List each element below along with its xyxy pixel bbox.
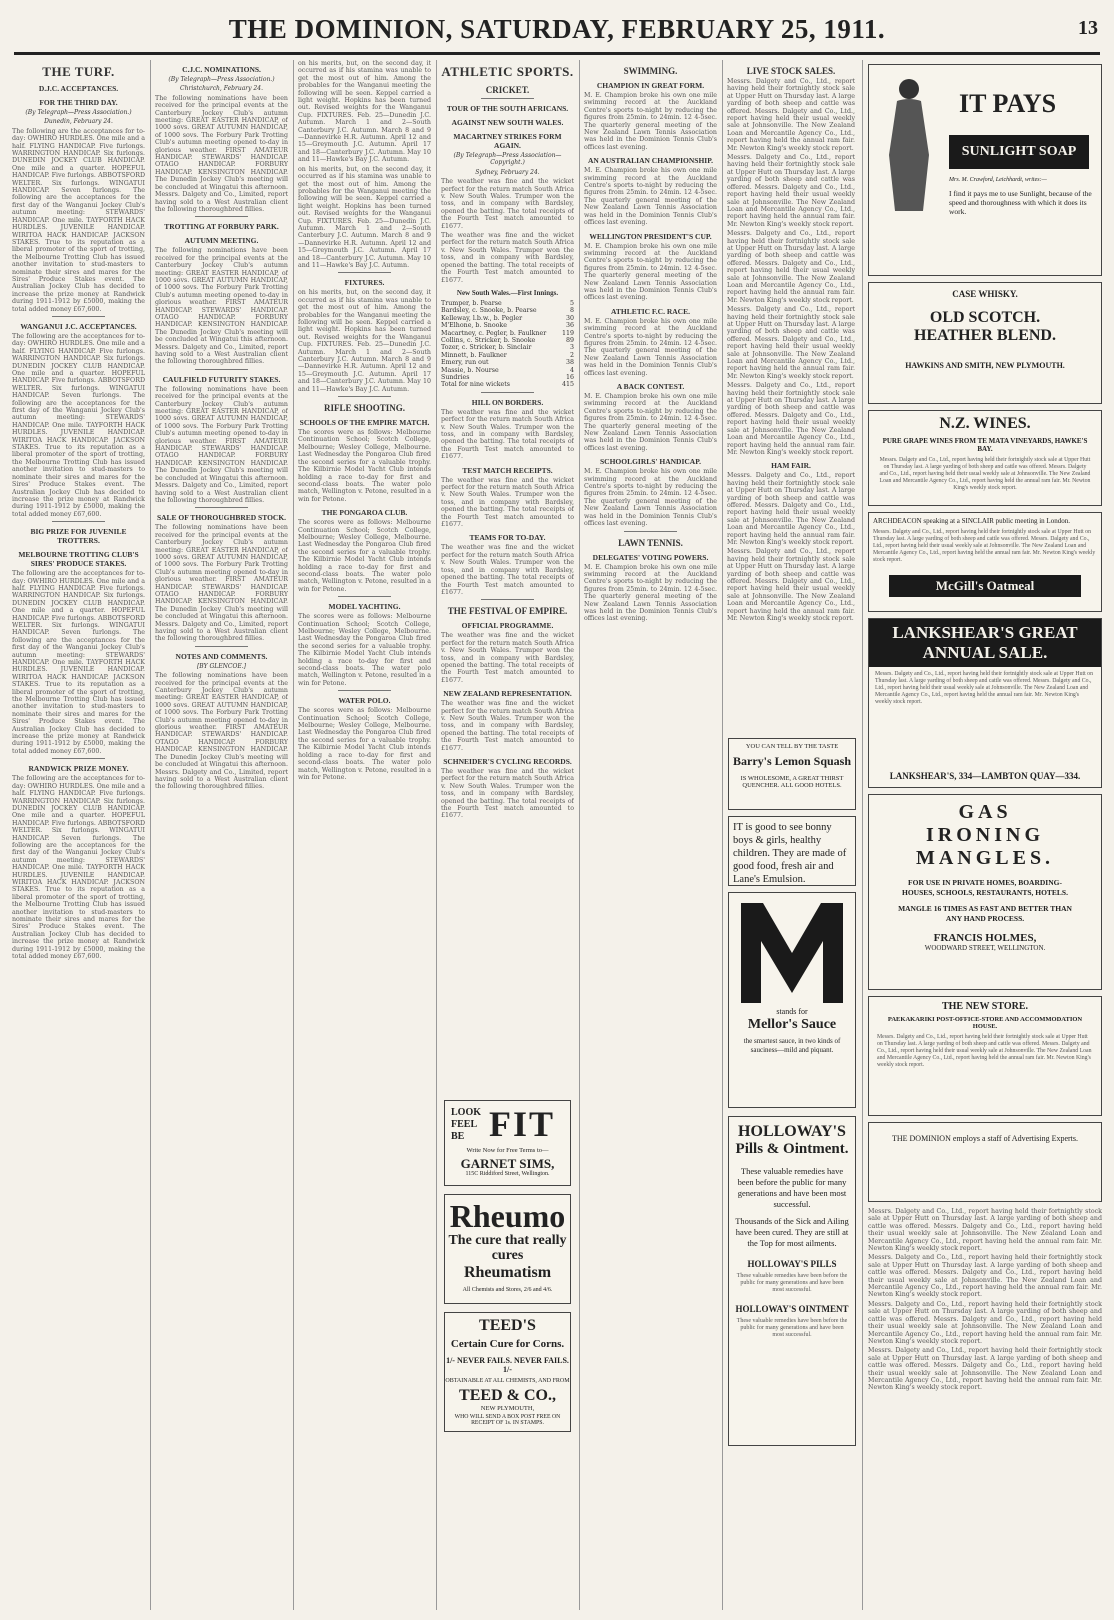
column-rule	[862, 60, 863, 1610]
batsman-cell: Macartney, c. Pegler, b. Faulkner	[441, 329, 547, 337]
article-heading: FIXTURES.	[344, 278, 385, 288]
lankshear-body: Messrs. Dalgety and Co., Ltd., report having held their fortnightly stock sale at Upper Hutt on Thursday last. A large yarding of both sheep and cattle was offered. Messrs. Dalgety and Co., Ltd., report having held their usual weekly sale at Johnsonville. The New Zealand Loan and Mercantile Agency Co., Ltd., report having held the annual ram fair. Mr. Newton King's weekly stock report.	[875, 671, 1093, 705]
article-heading: BIG PRIZE FOR JUVENILE TROTTERS.	[30, 527, 127, 546]
column-rule	[722, 60, 723, 1610]
new-store-ad	[868, 996, 1102, 1116]
article-body: Messrs. Dalgety and Co., Ltd., report having held their fortnightly stock sale at Upper Hutt on Thursday last. A large yarding of both sheep and cattle was offered. Messrs. Dalgety and Co., Ltd., report having held their usual weekly sale at Johnsonville. The New Zealand Loan and Mercantile Agency Co., Ltd., report having held the annual ram fair. Mr. Newton King's weekly stock report.	[727, 154, 855, 228]
sunlight-quote: I find it pays me to use Sunlight, because of the speed and thoroughness with which it does its work.	[949, 189, 1092, 216]
article-heading: SCHNEIDER'S CYCLING RECORDS.	[443, 757, 572, 766]
wines-ad	[868, 410, 1102, 506]
column-rule	[293, 60, 294, 1610]
article-body: M. E. Champion broke his own one mile swimming record at the Auckland Centre's sports to-night by reducing the figures from 25min. to 24min. 12 4-5sec. The quarterly general meeting of the New Zealand Lawn Tennis Association was held in the Dominion Tennis Club's offices last evening.	[584, 242, 717, 302]
divider	[338, 396, 391, 397]
page-number: 13	[1078, 17, 1098, 39]
article-heading: HILL ON BORDERS.	[471, 397, 544, 407]
article-heading: A BACK CONTEST.	[616, 382, 685, 391]
article-body: Messrs. Dalgety and Co., Ltd., report having held their fortnightly stock sale at Upper Hutt on Thursday last. A large yarding of both sheep and cattle was offered. Messrs. Dalgety and Co., Ltd., report having held their usual weekly sale at Johnsonville. The New Zealand Loan and Mercantile Agency Co., Ltd., report having held the annual ram fair. Mr. Newton King's weekly stock report.	[868, 1254, 1102, 1299]
fit-ad	[444, 1100, 571, 1186]
gas-sub: MANGLE 16 TIMES AS FAST AND BETTER THAN ANY HAND PROCESS.	[898, 904, 1072, 923]
fit-be: BE	[451, 1131, 465, 1142]
divider	[624, 531, 677, 532]
lanes-ad	[728, 816, 856, 886]
holloway-ointment: HOLLOWAY'S OINTMENT	[735, 1304, 849, 1314]
pays-headline: IT PAYS	[959, 89, 1057, 118]
byline: (By Telegraph—Press Association.)	[25, 109, 132, 116]
wines-sub: PURE GRAPE WINES FROM TE MATA VINEYARDS, HAWKE'S BAY.	[882, 437, 1088, 453]
rheumo-sub: The cure that really cures	[448, 1233, 567, 1263]
article-body: The weather was fine and the wicket perfect for the return match South Africa v. New South Wales. Trumper won the toss, and in company with Bardsley, opened the batting. The total receipts of the Fourth Test match amounted to £1677.	[441, 768, 574, 820]
article-body: The scores were as follows: Melbourne Continuation School; Scotch College, Melbourne; Wesley College, Melbourne. Last Wednesday the Pongaroa Club fired the second series for a valuable trophy. The Kilbirnie Model Yacht Club intends holding a race to-day for first and second-class boats. The water polo match, Wellington v. Petone, resulted in a win for Petone.	[298, 707, 431, 781]
article-body: The weather was fine and the wicket perfect for the return match South Africa v. New South Wales. Trumper won the toss, and in company with Bardsley, opened the batting. The total receipts of the Fourth Test match amounted to £1677.	[441, 408, 574, 461]
article-subheading: TOUR OF THE SOUTH AFRICANS.	[446, 104, 569, 113]
runs-cell: 36	[565, 322, 574, 330]
holloway-thousands: Thousands of the Sick and Ailing have been cured. They are still at the Top for most ailments.	[735, 1216, 849, 1248]
batsman-cell: Massie, b. Nourse	[441, 366, 499, 374]
article-heading: TEAMS FOR TO-DAY.	[469, 533, 546, 543]
scorecard-row	[441, 352, 574, 359]
masthead-rule	[14, 52, 1100, 55]
article-body: The weather was fine and the wicket perfect for the return match South Africa v. New South Wales. Trumper won the toss, and in company with Bardsley, opened the batting. The total receipts of the Fourth Test match amounted to £1677.	[441, 632, 574, 684]
article-heading: ATHLETIC F.C. RACE.	[611, 306, 690, 316]
batsman-cell: Sundries	[441, 373, 470, 381]
teed-address: NEW PLYMOUTH,	[480, 1405, 535, 1412]
article-body: M. E. Champion broke his own one mile swimming record at the Auckland Centre's sports to-night by reducing the figures from 25min. to 24min. 12 4-5sec. The quarterly general meeting of the New Zealand Lawn Tennis Association was held in the Dominion Tennis Club's offices last evening.	[584, 563, 717, 623]
divider	[481, 392, 534, 393]
masthead	[0, 0, 1114, 58]
section-heading: LIVE STOCK SALES.	[746, 66, 836, 76]
article-body: M. E. Champion broke his own one mile swimming record at the Auckland Centre's sports to-night by reducing the figures from 25min. to 24min. 12 4-5sec. The quarterly general meeting of the New Zealand Lawn Tennis Association was held in the Dominion Tennis Club's offices last evening.	[584, 92, 717, 151]
column-fixtures	[298, 60, 431, 1610]
divider	[195, 646, 248, 647]
holloway-ointment-text: These valuable remedies have been before the public for many generations and have been most successful.	[736, 1318, 848, 1338]
article-body: The scores were as follows: Melbourne Continuation School; Scotch College, Melbourne; Wesley College, Melbourne. Last Wednesday the Pongaroa Club fired the second series for a valuable trophy. The Kilbirnie Model Yacht Club intends holding a race to-day for first and second-class boats. The water polo match, Wellington v. Petone, resulted in a win for Petone.	[298, 613, 431, 687]
rheumo-ad	[444, 1194, 571, 1304]
sunlight-ad	[868, 64, 1102, 276]
runs-cell: 89	[565, 336, 574, 344]
teeds-title: TEED'S	[479, 1317, 536, 1334]
article-body: The following are the acceptances for to-day: OWHIRO HURDLES. One mile and a half. FLYING HANDICAP. Five furlongs. WARRINGTON HANDICAP. Six furlongs. DUNEDIN JOCKEY CLUB HANDICAP. One mile and a quarter. HOPEFUL HANDICAP. Five furlongs. ABBOTSFORD WELTER. Six furlongs. WINGATUI HANDICAP. Seven furlongs. The following are the acceptances for the first day of the Wanganui Jockey Club's autumn meeting: STEWARDS' HANDICAP. One mile. TAYFORTH HACK HURDLES. JUVENILE HANDICAP. WIRITOA HACK HANDICAP. JACKSON STAKES. True to its reputation as a liberal promoter of the sport of trotting, the Melbourne Trotting Club has issued another invitation to stud-masters to nominate their sires and mares for the Sires' Produce Stakes event. The Australian Jockey Club has decided to increase the prize money at Randwick during 1911-1912 by £5000, making the total added money £67,600.	[12, 775, 145, 961]
teeds-sub: Certain Cure for Corns.	[450, 1338, 565, 1350]
runs-cell: 30	[565, 314, 574, 322]
fit-sub: Write Now for Free Terms to—	[466, 1147, 549, 1154]
article-heading: TROTTING AT FORBURY PARK.	[164, 222, 279, 232]
dateline: Dunedin, February 24.	[44, 118, 113, 126]
new-store-sub: PAEKAKARIKI POST-OFFICE-STORE AND ACCOMMODATION HOUSE.	[887, 1016, 1083, 1030]
article-heading: HAM FAIR.	[771, 461, 811, 471]
lanes-text: IT is good to see bonny boys & girls, healthy children. They are made of good food, fresh air and Lane's Emulsion.	[733, 822, 847, 885]
batsman-cell: Kelleway, l.b.w., b. Pegler	[441, 314, 523, 322]
scorecard-row	[441, 315, 574, 322]
teeds-price: 1/- NEVER FAILS. NEVER FAILS. 1/-	[446, 1356, 569, 1374]
byline: (By Telegraph—Press Association.)	[168, 76, 275, 83]
scorecard-body	[441, 300, 574, 381]
runs-cell: 4	[569, 366, 574, 374]
article-heading: WATER POLO.	[338, 696, 391, 706]
m-logo-icon	[729, 893, 855, 1013]
scorecard-row	[441, 330, 574, 337]
column-trotting	[155, 60, 288, 1610]
scorecard-row	[441, 374, 574, 381]
rheumatism: Rheumatism	[463, 1264, 552, 1281]
holloway-text: These valuable remedies have been before the public for many generations and have been most successful.	[737, 1166, 847, 1209]
scorecard-row	[441, 367, 574, 374]
batsman-cell: Bardsley, c. Snooke, b. Pearse	[441, 307, 537, 315]
oatmeal-ad	[868, 512, 1102, 612]
article-heading: RIFLE SHOOTING.	[323, 403, 406, 414]
case-whisky: CASE WHISKY.	[952, 289, 1018, 299]
gas-for: FOR USE IN PRIVATE HOMES, BOARDING-HOUSES, SCHOOLS, RESTAURANTS, HOTELS.	[902, 878, 1068, 897]
divider	[338, 272, 391, 273]
divider	[195, 216, 248, 217]
newspaper-title: THE DOMINION, SATURDAY, FEBRUARY 25, 1911.	[228, 14, 886, 44]
new-store-body: Messrs. Dalgety and Co., Ltd., report having held their fortnightly stock sale at Upper Hutt on Thursday last. A large yarding of both sheep and cattle was offered. Messrs. Dalgety and Co., Ltd., report having held their usual weekly sale at Johnsonville. The New Zealand Loan and Mercantile Agency Co., Ltd., report having held the annual ram fair. Mr. Newton King's weekly stock report.	[877, 1034, 1092, 1068]
divider	[481, 599, 534, 600]
divider	[52, 521, 105, 522]
barry-ad	[728, 738, 856, 810]
article-body: The scores were as follows: Melbourne Continuation School; Scotch College, Melbourne; Wesley College, Melbourne. Last Wednesday the Pongaroa Club fired the second series for a valuable trophy. The Kilbirnie Model Yacht Club intends holding a race to-day for first and second-class boats. The water polo match, Wellington v. Petone, resulted in a win for Petone.	[298, 429, 431, 503]
article-body: The weather was fine and the wicket perfect for the return match South Africa v. New South Wales. Trumper won the toss, and in company with Bardsley, opened the batting. The total receipts of the Fourth Test match amounted to £1677.	[441, 232, 574, 284]
barry-sub: IS WHOLESOME, A GREAT THIRST QUENCHER. ALL GOOD HOTELS.	[740, 775, 844, 789]
article-heading: SALE OF THOROUGHBRED STOCK.	[156, 513, 287, 523]
wines-body: Messrs. Dalgety and Co., Ltd., report having held their fortnightly stock sale at Upper Hutt on Thursday last. A large yarding of both sheep and cattle was offered. Messrs. Dalgety and Co., Ltd., report having held their usual weekly sale at Johnsonville. The New Zealand Loan and Mercantile Agency Co., Ltd., report having held the annual ram fair. Mr. Newton King's weekly stock report.	[879, 457, 1091, 491]
scorecard-total	[441, 381, 574, 388]
dateline: Christchurch, February 24.	[180, 85, 263, 93]
article-heading: D.J.C. ACCEPTANCES.	[38, 84, 119, 93]
batsman-cell: Emery, run out	[441, 359, 489, 367]
francis-holmes: FRANCIS HOLMES,	[933, 932, 1037, 944]
article-body: M. E. Champion broke his own one mile swimming record at the Auckland Centre's sports to-night by reducing the figures from 25min. to 24min. 12 4-5sec. The quarterly general meeting of the New Zealand Lawn Tennis Association was held in the Dominion Tennis Club's offices last evening.	[584, 167, 717, 227]
article-heading: NOTES AND COMMENTS.	[175, 651, 268, 661]
column-swimming	[584, 60, 717, 1610]
runs-cell: 38	[565, 359, 574, 367]
article-heading: SCHOOLGIRLS' HANDICAP.	[600, 457, 701, 467]
article-body: M. E. Champion broke his own one mile swimming record at the Auckland Centre's sports to-night by reducing the figures from 25min. to 24min. 12 4-5sec. The quarterly general meeting of the New Zealand Lawn Tennis Association was held in the Dominion Tennis Club's offices last evening.	[584, 393, 717, 452]
holloway-title: HOLLOWAY'S	[738, 1123, 846, 1140]
article-body: Messrs. Dalgety and Co., Ltd., report having held their fortnightly stock sale at Upper Hutt on Thursday last. A large yarding of both sheep and cattle was offered. Messrs. Dalgety and Co., Ltd., report having held their usual weekly sale at Johnsonville. The New Zealand Loan and Mercantile Agency Co., Ltd., report having held the annual ram fair. Mr. Newton King's weekly stock report.	[727, 78, 855, 152]
article-body: The following are the acceptances for to-day: OWHIRO HURDLES. One mile and a half. FLYING HANDICAP. Five furlongs. WARRINGTON HANDICAP. Six furlongs. DUNEDIN JOCKEY CLUB HANDICAP. One mile and a quarter. HOPEFUL HANDICAP. Five furlongs. ABBOTSFORD WELTER. Six furlongs. WINGATUI HANDICAP. Seven furlongs. The following are the acceptances for the first day of the Wanganui Jockey Club's autumn meeting: STEWARDS' HANDICAP. One mile. TAYFORTH HACK HURDLES. JUVENILE HANDICAP. WIRITOA HACK HANDICAP. JACKSON STAKES. True to its reputation as a liberal promoter of the sport of trotting, the Melbourne Trotting Club has issued another invitation to stud-masters to nominate their sires and mares for the Sires' Produce Stakes event. The Australian Jockey Club has decided to increase the prize money at Randwick during 1911-1912 by £5000, making the total added money £67,600.	[12, 570, 145, 755]
garnet-address: 115C Riddiford Street, Wellington.	[465, 1171, 550, 1177]
article-body: M. E. Champion broke his own one mile swimming record at the Auckland Centre's sports to-night by reducing the figures from 25min. to 24min. 12 4-5sec. The quarterly general meeting of the New Zealand Lawn Tennis Association was held in the Dominion Tennis Club's offices last evening.	[584, 317, 717, 377]
article-heading: TEST MATCH RECEIPTS.	[462, 465, 553, 475]
article-subheading: AGAINST NEW SOUTH WALES.	[451, 118, 564, 127]
divider	[52, 316, 105, 317]
runs-cell: 119	[561, 329, 574, 337]
woman-figure-icon	[879, 75, 939, 215]
rheumo-title: Rheumo	[449, 1198, 566, 1234]
scorecard-row	[441, 344, 574, 351]
divider	[195, 507, 248, 508]
fit-look: LOOK	[451, 1107, 482, 1118]
article-subheading: THE PONGAROA CLUB.	[321, 508, 408, 518]
dominion-note	[868, 1122, 1102, 1202]
article-heading: NEW ZEALAND REPRESENTATION.	[443, 689, 572, 699]
divider	[481, 98, 534, 99]
article-body: The weather was fine and the wicket perfect for the return match South Africa v. New South Wales. Trumper won the toss, and in company with Bardsley, opened the batting. The total receipts of the Fourth Test match amounted to £1677.	[441, 476, 574, 529]
column-turf	[12, 60, 145, 1610]
article-subheading: DELEGATES' VOTING POWERS.	[592, 552, 709, 562]
article-body: Messrs. Dalgety and Co., Ltd., report having held their fortnightly stock sale at Upper Hutt on Thursday last. A large yarding of both sheep and cattle was offered. Messrs. Dalgety and Co., Ltd., report having held their usual weekly sale at Johnsonville. The New Zealand Loan and Mercantile Agency Co., Ltd., report having held the annual ram fair. Mr. Newton King's weekly stock report.	[727, 548, 855, 623]
article-heading: MODEL YACHTING.	[328, 602, 401, 612]
ironing-title: IRONING	[925, 824, 1044, 846]
scorecard-total-value: 415	[561, 381, 574, 389]
batsman-cell: Tozer, c. Stricker, b. Sinclair	[441, 344, 532, 352]
runs-cell: 8	[569, 307, 574, 315]
fit-headline: FIT	[489, 1104, 556, 1144]
fit-feel: FEEL	[451, 1119, 478, 1130]
article-heading: CRICKET.	[485, 85, 530, 95]
sunlight-box: SUNLIGHT SOAP	[949, 135, 1089, 169]
section-heading: ATHLETIC SPORTS.	[441, 64, 574, 79]
whisky-ad	[868, 282, 1102, 404]
barry-top: YOU CAN TELL BY THE TASTE	[745, 743, 839, 750]
article-heading: WANGANUI J.C. ACCEPTANCES.	[20, 321, 137, 331]
article-body: Messrs. Dalgety and Co., Ltd., report having held their fortnightly stock sale at Upper Hutt on Thursday last. A large yarding of both sheep and cattle was offered. Messrs. Dalgety and Co., Ltd., report having held their usual weekly sale at Johnsonville. The New Zealand Loan and Mercantile Agency Co., Ltd., report having held the annual ram fair. Mr. Newton King's weekly stock report.	[727, 382, 855, 456]
article-heading: CAULFIELD FUTURITY STAKES.	[162, 374, 281, 384]
article-subheading: OFFICIAL PROGRAMME.	[461, 621, 554, 631]
article-body: on his merits, but, on the second day, it occurred as if his stamina was unable to get the most out of him. Among the probables for the Wanganui meeting the following will be seen. Keppel carried a light weight. Hopkins has been turned out. Revised weights for the Wanganui Cup. FIXTURES. Feb. 25—Dunedin J.C. Autumn. March 1 and 2—South Canterbury J.C. Autumn. March 8 and 9—Dannevirke H.R. Autumn. April 12 and 15—Greymouth J.C. Autumn. April 17 and 18—Canterbury J.C. Autumn. May 10 and 11—Hawke's Bay J.C. Autumn.	[298, 165, 431, 269]
article-body: Messrs. Dalgety and Co., Ltd., report having held their fortnightly stock sale at Upper Hutt on Thursday last. A large yarding of both sheep and cattle was offered. Messrs. Dalgety and Co., Ltd., report having held their usual weekly sale at Johnsonville. The New Zealand Loan and Mercantile Agency Co., Ltd., report having held the annual ram fair. Mr. Newton King's weekly stock report.	[868, 1347, 1102, 1392]
heather-blend: HEATHER BLEND.	[914, 327, 1056, 344]
garnet-name: GARNET SIMS,	[460, 1156, 555, 1171]
batsman-cell: Trumper, b. Pearse	[441, 299, 502, 307]
article-body: The following nominations have been received for the principal events at the Canterbury Jockey Club's autumn meeting: GREAT EASTER HANDICAP, of 1000 sovs. GREAT AUTUMN HANDICAP, of 1000 sovs. The Forbury Park Trotting Club's autumn meeting opened to-day in glorious weather. FIRST AMATEUR HANDICAP. STEWARDS' HANDICAP. OTAGO HANDICAP. FORBURY HANDICAP. KENSINGTON HANDICAP. The Dunedin Jockey Club's meeting will be concluded at Wingatui this afternoon. Messrs. Dalgety and Co., Limited, report having sold to a West Australian client the following thoroughbred fillies.	[155, 385, 288, 504]
byline: [BY GLENCOE.]	[196, 662, 247, 670]
barry-title: Barry's Lemon Squash	[732, 754, 852, 768]
teeds-ad	[444, 1312, 571, 1432]
holloway-sub: Pills & Ointment.	[735, 1141, 849, 1157]
rheumo-price: All Chemists and Stores, 2/6 and 4/6.	[462, 1287, 553, 1293]
article-body: on his merits, but, on the second day, it occurred as if his stamina was unable to get the most out of him. Among the probables for the Wanganui meeting the following will be seen. Keppel carried a light weight. Hopkins has been turned out. Revised weights for the Wanganui Cup. FIXTURES. Feb. 25—Dunedin J.C. Autumn. March 1 and 2—South Canterbury J.C. Autumn. March 8 and 9—Dannevirke H.R. Autumn. April 12 and 15—Greymouth J.C. Autumn. April 17 and 18—Canterbury J.C. Autumn. May 10 and 11—Hawke's Bay J.C. Autumn.	[298, 60, 431, 164]
article-body: The following nominations have been received for the principal events at the Canterbury Jockey Club's autumn meeting: GREAT EASTER HANDICAP, of 1000 sovs. GREAT AUTUMN HANDICAP, of 1000 sovs. The Forbury Park Trotting Club's autumn meeting opened to-day in glorious weather. FIRST AMATEUR HANDICAP. STEWARDS' HANDICAP. OTAGO HANDICAP. FORBURY HANDICAP. KENSINGTON HANDICAP. The Dunedin Jockey Club's meeting will be concluded at Wingatui this afternoon. Messrs. Dalgety and Co., Limited, report having sold to a West Australian client the following thoroughbred fillies.	[155, 94, 288, 213]
francis-address: WOODWARD STREET, WELLINGTON.	[924, 944, 1046, 952]
section-heading: THE TURF.	[42, 64, 115, 79]
nz-wines: N.Z. WINES.	[939, 415, 1031, 432]
scorecard-row	[441, 337, 574, 344]
new-store-title: THE NEW STORE.	[941, 1001, 1029, 1012]
lankshear-address: LANKSHEAR'S, 334—LAMBTON QUAY—334.	[889, 771, 1081, 781]
article-subheading: FOR THE THIRD DAY.	[39, 98, 118, 107]
article-subheading: AUTUMN MEETING.	[184, 236, 259, 246]
dominion-note-text: THE DOMINION employs a staff of Advertising Experts.	[891, 1134, 1079, 1143]
scorecard-row	[441, 307, 574, 314]
divider	[52, 758, 105, 759]
runs-cell: 2	[569, 351, 574, 359]
article-subheading: MACARTNEY STRIKES FORM AGAIN.	[453, 132, 562, 150]
batsman-cell: Minnett, b. Faulkner	[441, 351, 507, 359]
batsman-cell: M'Elhone, b. Snooke	[441, 322, 507, 330]
article-body: The weather was fine and the wicket perfect for the return match South Africa v. New South Wales. Trumper won the toss, and in company with Bardsley, opened the batting. The total receipts of the Fourth Test match amounted to £1677.	[441, 544, 574, 596]
article-body: The following nominations have been received for the principal events at the Canterbury Jockey Club's autumn meeting: GREAT EASTER HANDICAP, of 1000 sovs. GREAT AUTUMN HANDICAP, of 1000 sovs. The Forbury Park Trotting Club's autumn meeting opened to-day in glorious weather. FIRST AMATEUR HANDICAP. STEWARDS' HANDICAP. OTAGO HANDICAP. FORBURY HANDICAP. KENSINGTON HANDICAP. The Dunedin Jockey Club's meeting will be concluded at Wingatui this afternoon. Messrs. Dalgety and Co., Limited, report having sold to a West Australian client the following thoroughbred fillies.	[155, 247, 288, 366]
article-body: The following nominations have been received for the principal events at the Canterbury Jockey Club's autumn meeting: GREAT EASTER HANDICAP, of 1000 sovs. GREAT AUTUMN HANDICAP, of 1000 sovs. The Forbury Park Trotting Club's autumn meeting opened to-day in glorious weather. FIRST AMATEUR HANDICAP. STEWARDS' HANDICAP. OTAGO HANDICAP. FORBURY HANDICAP. KENSINGTON HANDICAP. The Dunedin Jockey Club's meeting will be concluded at Wingatui this afternoon. Messrs. Dalgety and Co., Limited, report having sold to a West Australian client the following thoroughbred fillies.	[155, 524, 288, 643]
gas-title: GAS	[958, 801, 1012, 823]
runs-cell: 16	[565, 373, 574, 381]
scorecard-total-label: Total for nine wickets	[441, 381, 511, 389]
article-heading: AN AUSTRALIAN CHAMPIONSHIP.	[588, 156, 713, 166]
column-rule	[150, 60, 151, 1610]
scorecard-title: New South Wales.—First Innings.	[456, 288, 559, 297]
runs-cell: 3	[569, 344, 574, 352]
divider	[338, 690, 391, 691]
article-heading: LAWN TENNIS.	[618, 537, 683, 548]
oatmeal-body: Messrs. Dalgety and Co., Ltd., report having held their fortnightly stock sale at Upper Hutt on Thursday last. A large yarding of both sheep and cattle was offered. Messrs. Dalgety and Co., Ltd., report having held their usual weekly sale at Johnsonville. The New Zealand Loan and Mercantile Agency Co., Ltd., report having held the annual ram fair. Mr. Newton King's weekly stock report.	[873, 529, 1096, 563]
lankshear-ad	[868, 618, 1102, 788]
section-heading: SWIMMING.	[623, 66, 678, 76]
article-subheading: SCHOOLS OF THE EMPIRE MATCH.	[299, 418, 430, 428]
article-body: Messrs. Dalgety and Co., Ltd., report having held their fortnightly stock sale at Upper Hutt on Thursday last. A large yarding of both sheep and cattle was offered. Messrs. Dalgety and Co., Ltd., report having held their usual weekly sale at Johnsonville. The New Zealand Loan and Mercantile Agency Co., Ltd., report having held the annual ram fair. Mr. Newton King's weekly stock report.	[727, 230, 855, 304]
scorecard-row	[441, 359, 574, 366]
scorecard-table	[441, 300, 574, 389]
article-body: The following are the acceptances for to-day: OWHIRO HURDLES. One mile and a half. FLYING HANDICAP. Five furlongs. WARRINGTON HANDICAP. Six furlongs. DUNEDIN JOCKEY CLUB HANDICAP. One mile and a quarter. HOPEFUL HANDICAP. Five furlongs. ABBOTSFORD WELTER. Six furlongs. WINGATUI HANDICAP. Seven furlongs. The following are the acceptances for the first day of the Wanganui Jockey Club's autumn meeting: STEWARDS' HANDICAP. One mile. TAYFORTH HACK HURDLES. JUVENILE HANDICAP. WIRITOA HACK HANDICAP. JACKSON STAKES. True to its reputation as a liberal promoter of the sport of trotting, the Melbourne Trotting Club has issued another invitation to stud-masters to nominate their sires and mares for the Sires' Produce Stakes event. The Australian Jockey Club has decided to increase the prize money at Randwick during 1911-1912 by £5000, making the total added money £67,600.	[12, 127, 145, 313]
scorecard-row	[441, 300, 574, 307]
runs-cell: 5	[569, 299, 574, 307]
article-body: Messrs. Dalgety and Co., Ltd., report having held their fortnightly stock sale at Upper Hutt on Thursday last. A large yarding of both sheep and cattle was offered. Messrs. Dalgety and Co., Ltd., report having held their usual weekly sale at Johnsonville. The New Zealand Loan and Mercantile Agency Co., Ltd., report having held the annual ram fair. Mr. Newton King's weekly stock report.	[727, 306, 855, 380]
article-body: The following are the acceptances for to-day: OWHIRO HURDLES. One mile and a half. FLYING HANDICAP. Five furlongs. WARRINGTON HANDICAP. Six furlongs. DUNEDIN JOCKEY CLUB HANDICAP. One mile and a quarter. HOPEFUL HANDICAP. Five furlongs. ABBOTSFORD WELTER. Six furlongs. WINGATUI HANDICAP. Seven furlongs. The following are the acceptances for the first day of the Wanganui Jockey Club's autumn meeting: STEWARDS' HANDICAP. One mile. TAYFORTH HACK HURDLES. JUVENILE HANDICAP. WIRITOA HACK HANDICAP. JACKSON STAKES. True to its reputation as a liberal promoter of the sport of trotting, the Melbourne Trotting Club has issued another invitation to stud-masters to nominate their sires and mares for the Sires' Produce Stakes event. The Australian Jockey Club has decided to increase the prize money at Randwick during 1911-1912 by £5000, making the total added money £67,600.	[12, 332, 145, 518]
article-heading: WELLINGTON PRESIDENT'S CUP.	[589, 231, 712, 241]
dateline: Sydney, February 24.	[475, 168, 540, 176]
mellor-ad	[728, 892, 856, 1108]
article-body: Messrs. Dalgety and Co., Ltd., report having held their fortnightly stock sale at Upper Hutt on Thursday last. A large yarding of both sheep and cattle was offered. Messrs. Dalgety and Co., Ltd., report having held their usual weekly sale at Johnsonville. The New Zealand Loan and Mercantile Agency Co., Ltd., report having held the annual ram fair. Mr. Newton King's weekly stock report.	[868, 1300, 1102, 1345]
batsman-cell: Collins, c. Stricker, b. Snooke	[441, 336, 536, 344]
divider	[195, 369, 248, 370]
mellor-sub: the smartest sauce, in two kinds of sauciness—mild and piquant.	[743, 1037, 841, 1054]
article-subheading: MELBOURNE TROTTING CLUB'S SIRES' PRODUCE STAKES.	[18, 550, 139, 569]
column-rule	[436, 60, 437, 1610]
hawkins-smith: HAWKINS AND SMITH, NEW PLYMOUTH.	[905, 361, 1065, 370]
article-body: The scores were as follows: Melbourne Continuation School; Scotch College, Melbourne; Wesley College, Melbourne. Last Wednesday the Pongaroa Club fired the second series for a valuable trophy. The Kilbirnie Model Yacht Club intends holding a race to-day for first and second-class boats. The water polo match, Wellington v. Petone, resulted in a win for Petone.	[298, 519, 431, 593]
divider	[338, 596, 391, 597]
lankshear-title: LANKSHEAR'S GREAT ANNUAL SALE.	[869, 619, 1101, 667]
sunlight-signature: Mrs. M. Crawford, Leichhardt, writes:—	[949, 177, 1047, 183]
scorecard-row	[441, 322, 574, 329]
mangles-title: MANGLES.	[915, 847, 1055, 869]
article-body: The weather was fine and the wicket perfect for the return match South Africa v. New South Wales. Trumper won the toss, and in company with Bardsley, opened the batting. The total receipts of the Fourth Test match amounted to £1677.	[441, 178, 574, 230]
mcgill-oatmeal: McGill's Oatmeal	[889, 575, 1081, 597]
article-heading: C.J.C. NOMINATIONS.	[182, 65, 261, 74]
gas-mangle-ad	[868, 794, 1102, 990]
mellor-title: Mellor's Sauce	[747, 1017, 837, 1032]
teed-send: WHO WILL SEND A BOX POST FREE ON RECEIPT OF 1s. IN STAMPS.	[454, 1414, 561, 1426]
article-body: The weather was fine and the wicket perfect for the return match South Africa v. New South Wales. Trumper won the toss, and in company with Bardsley, opened the batting. The total receipts of the Fourth Test match amounted to £1677.	[441, 700, 574, 752]
article-body: M. E. Champion broke his own one mile swimming record at the Auckland Centre's sports to-night by reducing the figures from 25min. to 24min. 12 4-5sec. The quarterly general meeting of the New Zealand Lawn Tennis Association was held in the Dominion Tennis Club's offices last evening.	[584, 468, 717, 528]
article-body: Messrs. Dalgety and Co., Ltd., report having held their fortnightly stock sale at Upper Hutt on Thursday last. A large yarding of both sheep and cattle was offered. Messrs. Dalgety and Co., Ltd., report having held their usual weekly sale at Johnsonville. The New Zealand Loan and Mercantile Agency Co., Ltd., report having held the annual ram fair. Mr. Newton King's weekly stock report.	[727, 472, 855, 546]
teed-co: TEED & CO.,	[459, 1387, 556, 1404]
column-right-fill	[868, 1208, 1102, 1608]
holloway-pills-text: These valuable remedies have been before the public for many generations and have been most successful.	[736, 1273, 848, 1293]
column-rule	[579, 60, 580, 1610]
article-heading: CHAMPION IN GREAT FORM.	[596, 81, 705, 90]
article-body: The following nominations have been received for the principal events at the Canterbury Jockey Club's autumn meeting: GREAT EASTER HANDICAP, of 1000 sovs. GREAT AUTUMN HANDICAP, of 1000 sovs. The Forbury Park Trotting Club's autumn meeting opened to-day in glorious weather. FIRST AMATEUR HANDICAP. STEWARDS' HANDICAP. OTAGO HANDICAP. FORBURY HANDICAP. KENSINGTON HANDICAP. The Dunedin Jockey Club's meeting will be concluded at Wingatui this afternoon. Messrs. Dalgety and Co., Limited, report having sold to a West Australian client the following thoroughbred fillies.	[155, 672, 288, 791]
article-heading: RANDWICK PRIZE MONEY.	[28, 764, 129, 774]
article-heading: THE FESTIVAL OF EMPIRE.	[447, 606, 568, 617]
article-body: on his merits, but, on the second day, it occurred as if his stamina was unable to get the most out of him. Among the probables for the Wanganui meeting the following will be seen. Keppel carried a light weight. Hopkins has been turned out. Revised weights for the Wanganui Cup. FIXTURES. Feb. 25—Dunedin J.C. Autumn. March 1 and 2—South Canterbury J.C. Autumn. March 8 and 9—Dannevirke H.R. Autumn. April 12 and 15—Greymouth J.C. Autumn. April 17 and 18—Canterbury J.C. Autumn. May 10 and 11—Hawke's Bay J.C. Autumn.	[298, 289, 431, 393]
holloway-ad	[728, 1116, 856, 1446]
holloway-pills: HOLLOWAY'S PILLS	[747, 1259, 837, 1269]
archdeacon: ARCHDEACON speaking at a SINCLAIR public meeting in London.	[873, 517, 1070, 525]
article-body: Messrs. Dalgety and Co., Ltd., report having held their fortnightly stock sale at Upper Hutt on Thursday last. A large yarding of both sheep and cattle was offered. Messrs. Dalgety and Co., Ltd., report having held their usual weekly sale at Johnsonville. The New Zealand Loan and Mercantile Agency Co., Ltd., report having held the annual ram fair. Mr. Newton King's weekly stock report.	[868, 1208, 1102, 1253]
old-scotch: OLD SCOTCH.	[929, 309, 1041, 326]
teeds-obtainable: OBTAINABLE AT ALL CHEMISTS, AND FROM	[445, 1378, 570, 1384]
byline: (By Telegraph—Press Association—Copyright.)	[453, 152, 562, 167]
mellor-stands: stands for	[776, 1007, 808, 1016]
